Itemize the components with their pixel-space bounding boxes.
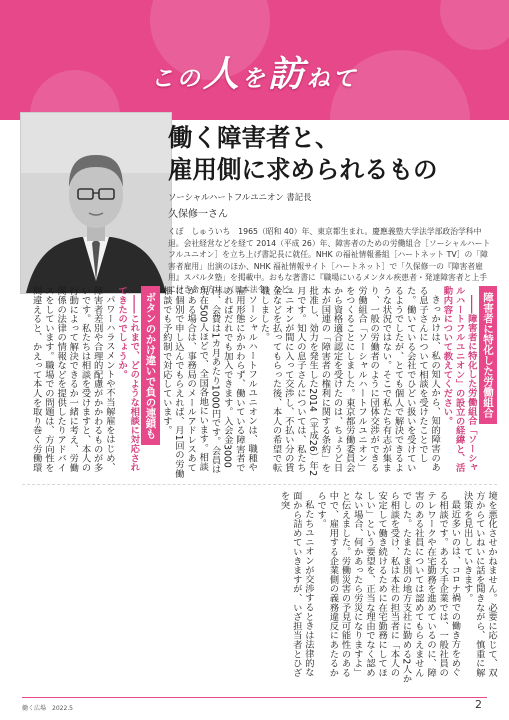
footer-divider — [22, 697, 487, 698]
decorative-circle — [440, 0, 509, 50]
article-body — [22, 286, 497, 683]
body-paragraph: 私たちユニオンが交渉するときは法律的な面から詰めていきますが、いざ担当者とひざを突 — [278, 490, 314, 677]
feature-title-part: 訪 — [267, 54, 307, 95]
feature-title — [0, 46, 509, 97]
portrait-photo — [20, 112, 172, 294]
interview-question: ――障害者に特化した労働組合「ソーシャルハートフルユニオン」の設立の経緯と、活動内容について教えてください。 — [441, 286, 477, 472]
body-paragraph: ソーシャルハートフルユニオンは、職種や雇用形態にかかわらず、働いている障害者であればだれでも加入できます。入会金3000円、会費は1カ月あたり1000円です。会員は現在500人ほどで、全国各地にいます。相談がある場合は、事務局のメールアドレスあてに個別で申し込んでもらえれば、月1回の労働相談でも予約制で対応しています。 — [160, 286, 258, 478]
headline-line-2: 雇用側に求められるもの — [168, 155, 438, 184]
feature-title-part: を — [241, 66, 268, 92]
portrait-illustration — [21, 113, 171, 293]
feature-title-part: ねて — [306, 66, 359, 92]
interviewee-bio: くぼ しゅういち 1965（昭和 40）年、東京都生まれ。慶應義塾大学法学部政治学科中退。会社経営などを経て 2014（平成 26）年、障害者のための労働組合［ソーシャルハートフルユニオン］を立ち上げ書記長に就任。NHK の福祉情報番組［ハートネット TV］の「障害者雇用」出演のほか、NHK 福祉情報サイト［ハートネット］で「久保修一の『障害者雇用』スパルタ塾」を掲載中。おもな著書に『職場にいるメンタル疾患者・発達障害者と上手に付き合う方法』（日本法令）など。 — [168, 227, 491, 294]
header-band — [0, 0, 509, 120]
body-paragraph: 最近多いのは、コロナ禍での働き方をめぐる相談です。ある大手企業では、一般社員のテレワークや在宅勤務を進めているのに、障害のある社員については認めてもらえませんでした。たまたま別の地方支社に勤める2人から相談を受け、私は本社の担当者に「本人の安定して働き続けるために在宅勤務にしてほしい」という要望を、正当な理由でなく認めない場合、何かあったら労災になりますよ」と伝えました。労働災害の予見可能性のある中で、雇用する企業側の義務違反にあたるからです。 — [315, 490, 461, 683]
page-number: 2 — [475, 698, 482, 711]
body-paragraph: きっかけは、私の知人から、知的障害のある息子さんについて相談を受けたことでした。働いている会社でひどい扱いを受けているようでしたが、とても個人で解決できるような状況ではない。そこで私たち有志が集まり、一般の労働者のように団体交渉ができる労働組合「ソーシャルハートフルユニオン」をつくることにしました。東京都労働委員会から資格適合認定を受けたのは、ちょうど日本が国連の「障害者の権利に関する条約」を批准し、効力を発生した2014（平成26）年2月です。知人の息子さんについては、私たちユニオンが間に入って交渉し、不払い分の賃金などを払ってもらった後、本人の希望で転職しました。 — [258, 286, 441, 477]
interviewee-name: 久保修一さん — [168, 209, 228, 220]
feature-title-part: 人 — [202, 54, 242, 95]
publication-footer: 働く広場 2022.5 — [22, 705, 73, 712]
body-paragraph: パワーハラスメントや不当解雇をはじめ、障害者差別や合理的配慮がかかわるものが多いです。私たちは相談を受けますと、本人の行動によって解決できるか一緒に考え、労働関係の法律の情報などを提供したりアドバイスをしています。職場での問題は、方向性を間違えると、かえって本人を取り巻く労働環境を悪化させかねません。必要に応じて、双方からていねいに話を聞きながら、慎重に解決策を見出していきます。 — [30, 286, 497, 677]
headline-line-1: 働く障害者と、 — [168, 123, 340, 152]
interview-question: ――これまで、どのような相談に対応されてきたのでしょうか。 — [116, 286, 140, 472]
feature-title-part: この — [150, 66, 203, 92]
interviewee-org: ソーシャルハートフルユニオン 書記長 — [168, 192, 312, 202]
article-headline — [168, 122, 438, 186]
section-heading: 障害者に特化した労働組合 — [479, 286, 497, 424]
section-heading: ボタンのかけ違いで負の連鎖も — [141, 286, 159, 445]
